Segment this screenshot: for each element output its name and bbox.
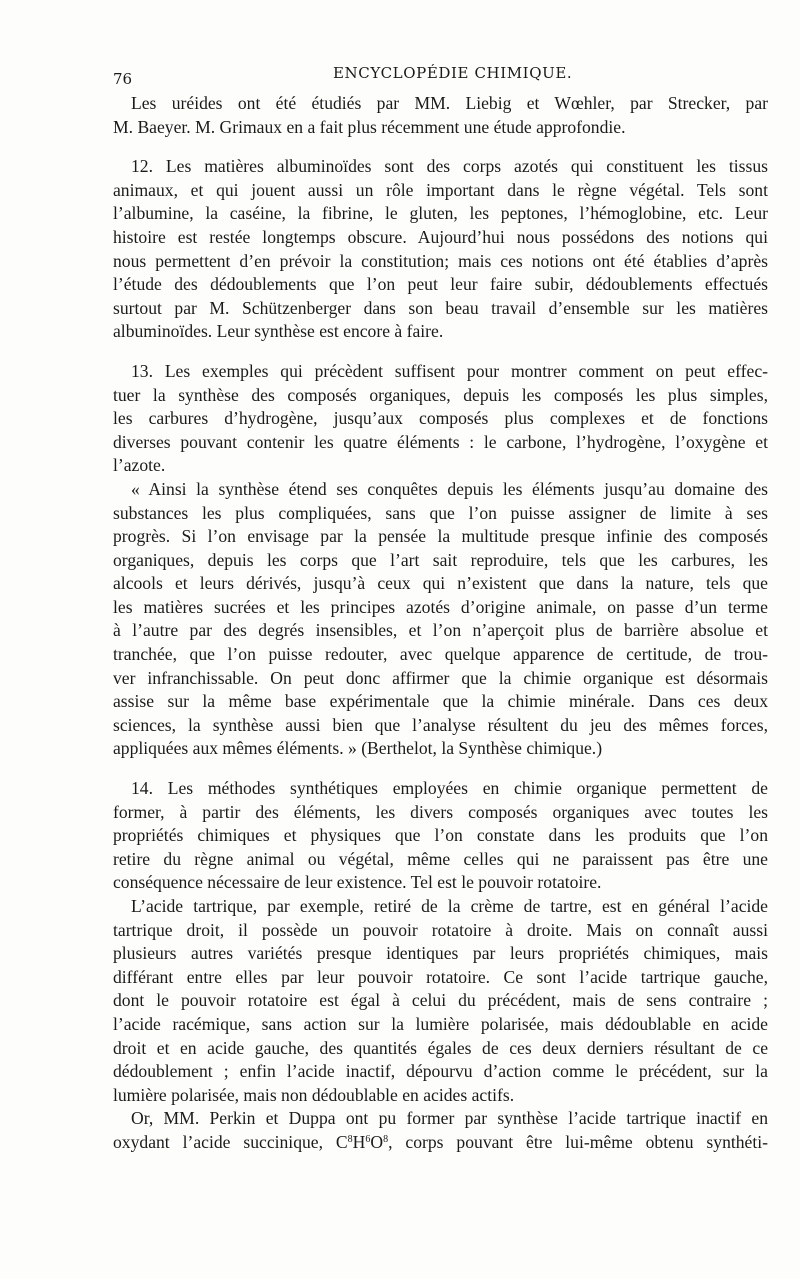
text-line: animaux, et qui jouent aussi un rôle important dans le règne végétal. Tels sont	[113, 179, 768, 200]
paragraph-13	[113, 360, 768, 478]
text-line: Les uréides ont été étudiés par MM. Liebig et Wœhler, par Strecker, par	[131, 93, 768, 113]
text-line: diverses pouvant contenir les quatre éléments : le carbone, l’hydrogène, l’oxygène et	[113, 431, 768, 452]
paragraph-perkin-duppa	[113, 1107, 768, 1154]
formula-superscript: 6	[365, 1133, 371, 1145]
text-line: former, à partir des éléments, les divers composés organiques avec toutes les	[113, 801, 768, 822]
text-line: 14. Les méthodes synthétiques employées en chimie organique permettent de	[131, 778, 768, 799]
text-line: dont le pouvoir rotatoire est égal à celui du précédent, mais de sens contraire ;	[113, 990, 768, 1011]
text-line: M. Baeyer. M. Grimaux en a fait plus récemment une étude approfondie.	[113, 116, 626, 137]
text-line: l’étude des dédoublements que l’on peut leur faire subir, dédoublements effectués	[113, 274, 768, 295]
text-segment: , corps pouvant être lui-même obtenu synthéti-	[388, 1131, 768, 1152]
text-line: lumière polarisée, mais non dédoublable en acides actifs.	[113, 1084, 515, 1105]
text-line: l’azote.	[113, 455, 166, 476]
paragraph-tartaric-acid	[113, 895, 768, 1107]
page-header	[113, 64, 768, 88]
text-segment: H	[352, 1131, 366, 1152]
text-line: tartrique droit, il possède un pouvoir rotatoire à droite. Mais on connaît aussi	[113, 919, 768, 940]
text-line: nous permettent d’en prévoir la constitution; mais ces notions ont été établies d’après	[113, 250, 768, 271]
text-line: 12. Les matières albuminoïdes sont des corps azotés qui constituent les tissus	[131, 156, 768, 177]
text-line: Or, MM. Perkin et Duppa ont pu former par synthèse l’acide tartrique inactif en	[131, 1108, 768, 1129]
formula-line	[113, 1131, 768, 1155]
text-line: droit et en acide gauche, des quantités égales de ces deux derniers résultant de ce	[113, 1037, 768, 1058]
text-line: organiques, depuis les corps que l’art sait reproduire, tels que les carbures, les	[113, 549, 768, 570]
text-line: ver infranchissable. On peut donc affirmer que la chimie organique est désormais	[113, 667, 768, 688]
page-number: 76	[113, 70, 133, 88]
body-text	[113, 92, 768, 1155]
text-line: différant entre elles par leur pouvoir rotatoire. Ce sont l’acide tartrique gauche,	[113, 966, 768, 987]
running-title: ENCYCLOPÉDIE CHIMIQUE.	[333, 64, 573, 82]
text-line: « Ainsi la synthèse étend ses conquêtes depuis les éléments jusqu’au domaine des	[131, 478, 768, 499]
text-line: sciences, la synthèse aussi bien que l’analyse résultent du jeu des mêmes forces,	[113, 714, 768, 735]
text-line: à l’autre par des degrés insensibles, et l’on n’aperçoit plus de barrière absolue et	[113, 620, 768, 641]
formula-superscript: 8	[347, 1133, 353, 1145]
text-line: L’acide tartrique, par exemple, retiré de la crème de tartre, est en général l’acide	[131, 896, 768, 916]
text-line: albuminoïdes. Leur synthèse est encore à faire.	[113, 321, 444, 342]
text-line: retire du règne animal ou végétal, même celles qui ne paraissent pas être une	[113, 848, 768, 869]
formula-superscript: 8	[383, 1133, 389, 1145]
text-line: 13. Les exemples qui précèdent suffisent pour montrer comment on peut effec-	[131, 360, 768, 381]
text-line: surtout par M. Schützenberger dans son beau travail d’ensemble sur les matières	[113, 297, 768, 318]
text-line: plusieurs autres variétés presque identiques par leurs propriétés chimiques, mais	[113, 943, 768, 964]
text-line: les matières sucrées et les principes azotés d’origine animale, on passe d’un terme	[113, 596, 768, 617]
text-line: dédoublement ; enfin l’acide inactif, dépourvu d’action comme le précédent, sur la	[113, 1061, 768, 1082]
text-segment: oxydant l’acide succinique, C	[113, 1131, 348, 1152]
text-segment: O	[370, 1131, 384, 1152]
text-line: histoire est restée longtemps obscure. Aujourd’hui nous possédons des notions qui	[113, 226, 768, 247]
text-line: appliquées aux mêmes éléments. » (Berthelot, la Synthèse chimique.)	[113, 738, 603, 759]
paragraph-ureides	[113, 92, 768, 139]
text-line: conséquence nécessaire de leur existence. Tel est le pouvoir rotatoire.	[113, 872, 602, 893]
text-line: propriétés chimiques et physiques que l’on constate dans les produits que l’on	[113, 825, 768, 846]
text-line: les carbures d’hydrogène, jusqu’aux composés plus complexes et de fonctions	[113, 408, 768, 429]
text-line: assise sur la même base expérimentale que la chimie minérale. Dans ces deux	[113, 691, 768, 712]
paragraph-14	[113, 777, 768, 895]
text-line: tranchée, que l’on puisse redouter, avec quelque apparence de certitude, de trou-	[113, 644, 768, 665]
paragraph-quotation	[113, 478, 768, 761]
text-line: l’acide racémique, sans action sur la lumière polarisée, mais dédoublable en acide	[113, 1013, 768, 1034]
text-line: alcools et leurs dérivés, jusqu’à ceux qui n’existent que dans la nature, tels que	[113, 573, 768, 594]
text-line: l’albumine, la caséine, la fibrine, le gluten, les peptones, l’hémoglobine, etc. Leur	[113, 203, 768, 224]
paragraph-12	[113, 155, 768, 344]
text-line: progrès. Si l’on envisage par la pensée la multitude presque infinie des composés	[113, 526, 768, 547]
text-line: substances les plus compliquées, sans que l’on puisse assigner de limite à ses	[113, 502, 768, 523]
text-line: tuer la synthèse des composés organiques, depuis les composés les plus simples,	[113, 384, 768, 405]
